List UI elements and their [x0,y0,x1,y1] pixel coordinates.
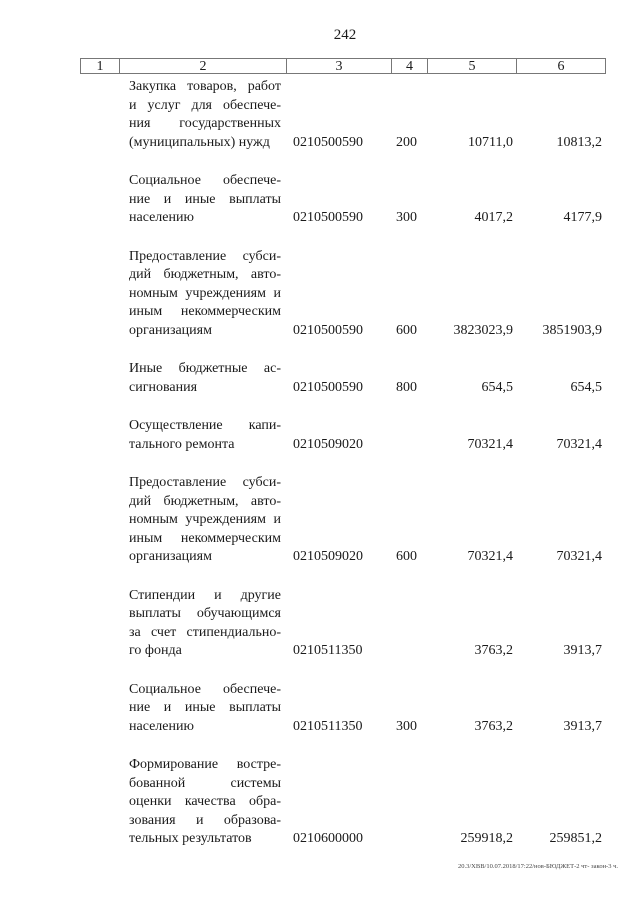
row-code: 0210500590 [293,210,363,225]
table-row [0,360,640,397]
row-value-col6: 10813,2 [556,134,602,150]
description-line: дий бюджетным, авто- [129,267,281,282]
row-value-col5: 259918,2 [460,831,513,846]
column-number-header [80,58,606,74]
row-description [129,78,281,152]
row-value-col5: 3823023,9 [453,322,513,338]
description-line: бованной системы [129,775,281,791]
table-row [0,756,640,849]
description-line: го фонда [129,643,182,658]
row-code: 0210509020 [293,436,363,452]
description-line: Стипендии и другие [129,587,281,603]
row-description [129,417,281,454]
description-line: номным учреждениям и [129,512,281,527]
header-col-6: 6 [557,59,565,74]
description-line: Социальное обеспече- [129,173,281,188]
row-description [129,587,281,661]
row-value-col6: 3851903,9 [542,322,602,338]
description-line: и услуг для обеспече- [129,97,281,113]
description-line: ние и иные выплаты [129,700,281,715]
row-code: 0210511350 [293,643,363,658]
header-col-1: 1 [81,59,120,73]
description-line: Социальное обеспече- [129,681,281,697]
table-row [0,417,640,454]
description-line: выплаты обучающимся [129,606,281,621]
row-value-col5: 654,5 [481,379,513,395]
description-line: Предоставление субси- [129,248,281,264]
page-number: 242 [333,27,357,43]
row-code: 0210511350 [293,718,363,734]
row-value-col5: 10711,0 [468,134,513,150]
description-line: Предоставление субси- [129,475,281,490]
row-description [129,360,281,397]
row-value-col5: 3763,2 [474,718,513,734]
row-description [129,681,281,737]
row-value-col6: 654,5 [570,379,602,395]
document-footer-stamp: 20.3/ХВВ/10.07.2018/17:22/нов-БЮДЖЕТ-2 чт- закон-3 ч. [458,863,618,870]
description-line: населению [129,718,194,734]
header-col-4: 4 [392,59,428,73]
row-description [129,756,281,849]
description-line: ние и иные выплаты [129,191,281,207]
table-row [0,172,640,228]
description-line: (муниципальных) нужд [129,134,270,150]
table-row [0,248,640,341]
description-line: организациям [129,549,212,564]
row-value-col5: 4017,2 [474,210,513,225]
header-col-5: 5 [428,59,517,73]
table-row [0,587,640,661]
description-line: иным некоммерческим [129,530,281,546]
description-line: дий бюджетным, авто- [129,493,281,509]
row-expense-type: 800 [396,379,417,395]
row-value-col6: 4177,9 [563,210,602,225]
description-line: за счет стипендиально- [129,624,281,640]
description-line: Осуществление капи- [129,418,281,433]
row-value-col6: 70321,4 [556,549,602,564]
description-line: организациям [129,322,212,338]
row-value-col6: 3913,7 [563,718,602,734]
description-line: Формирование востре- [129,757,281,772]
row-code: 0210500590 [293,379,363,395]
row-description [129,474,281,567]
row-value-col6: 259851,2 [549,831,602,846]
header-col-2: 2 [120,59,287,73]
row-code: 0210600000 [293,831,363,846]
description-line: сигнования [129,379,198,395]
row-value-col6: 3913,7 [563,643,602,658]
row-expense-type: 200 [396,134,417,150]
row-expense-type: 600 [396,549,417,564]
row-code: 0210509020 [293,549,363,564]
table-row [0,681,640,737]
row-value-col5: 70321,4 [467,549,513,564]
description-line: ния государственных [129,116,281,131]
row-value-col6: 70321,4 [556,436,602,452]
description-line: населению [129,210,194,225]
description-line: Иные бюджетные ас- [129,361,281,376]
description-line: иным некоммерческим [129,304,281,319]
description-line: тального ремонта [129,436,235,452]
header-col-3: 3 [287,59,392,73]
description-line: Закупка товаров, работ [129,79,281,94]
row-code: 0210500590 [293,322,363,338]
row-code: 0210500590 [293,134,363,150]
description-line: оценки качества обра- [129,794,281,809]
budget-table-body [0,78,640,869]
table-row [0,78,640,152]
row-description [129,248,281,341]
row-value-col5: 3763,2 [474,643,513,658]
row-value-col5: 70321,4 [467,436,513,452]
description-line: номным учреждениям и [129,285,281,301]
row-description [129,172,281,228]
row-expense-type: 300 [396,718,417,734]
description-line: тельных результатов [129,831,252,846]
table-row [0,474,640,567]
row-expense-type: 300 [396,210,417,225]
row-expense-type: 600 [396,322,417,338]
description-line: зования и образова- [129,812,281,828]
